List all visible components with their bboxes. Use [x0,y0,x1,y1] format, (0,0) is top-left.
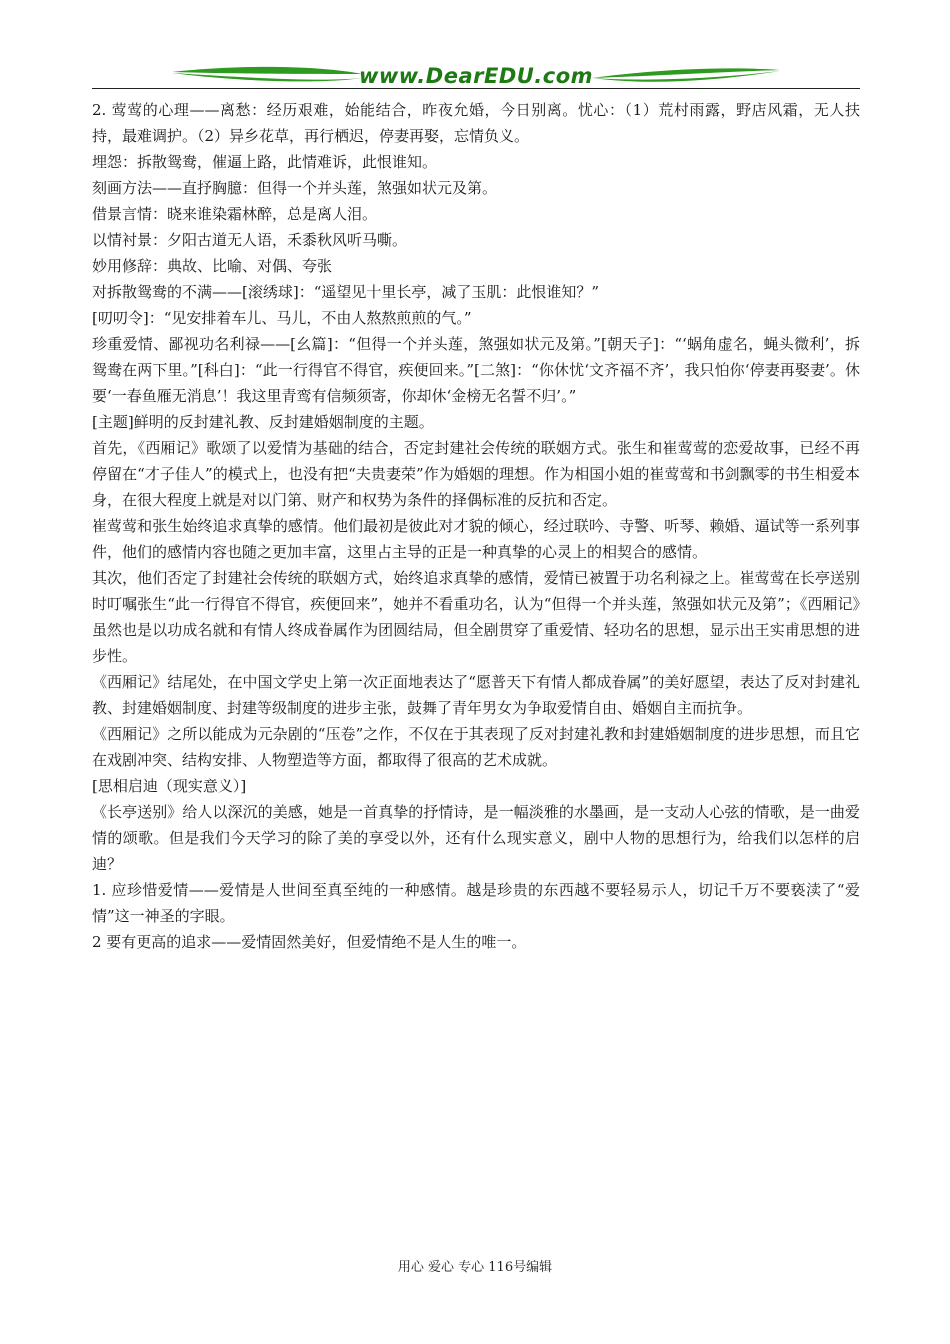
paragraph: [叨叨令]：“见安排着车儿、马儿，不由人熬熬煎煎的气。” [92,309,472,327]
document-body [92,97,860,955]
page-footer: 用心 爱心 专心 116号编辑 [397,1260,553,1275]
paragraph: 1. 应珍惜爱情——爱情是人世间至真至纯的一种感情。越是珍贵的东西越不要轻易示人，切记千万不要亵渎了“爱情”这一神圣的字眼。 [92,881,860,925]
paragraph: 2 要有更高的追求——爱情固然美好，但爱情绝不是人生的唯一。 [92,933,527,951]
site-logo-text: www.DearEDU.com [358,64,594,88]
paragraph: 刻画方法——直抒胸臆：但得一个并头莲，煞强如状元及第。 [92,179,498,197]
paragraph: 珍重爱情、鄙视功名利禄——[幺篇]：“但得一个并头莲，煞强如状元及第。”[朝天子]：“‘蜗角虚名，蝇头微利’，拆鸳鸯在两下里。”[科白]：“此一行得官不得官，疾便回来。”[二煞]：“你休忧‘文齐福不齐’，我只怕你‘停妻再娶妻’。休要‘一春鱼雁无消息’！我这里青鸾有信频须寄，你却休‘金榜无名誓不归’。” [92,335,860,405]
paragraph: 妙用修辞：典故、比喻、对偶、夸张 [92,257,333,275]
paragraph: 首先，《西厢记》歌颂了以爱情为基础的结合，否定封建社会传统的联姻方式。张生和崔莺莺的恋爱故事，已经不再停留在“才子佳人”的模式上，也没有把“夫贵妻荣”作为婚姻的理想。作为相国小姐的崔莺莺和书剑飘零的书生相爱本身，在很大程度上就是对以门第、财产和权势为条件的择偶标准的反抗和否定。 [92,439,860,509]
paragraph: [主题]鲜明的反封建礼教、反封建婚姻制度的主题。 [92,413,434,431]
paragraph: 以情衬景：夕阳古道无人语，禾黍秋风听马嘶。 [92,231,408,249]
paragraph: 埋怨：拆散鸳鸯，催逼上路，此情难诉，此恨谁知。 [92,153,438,171]
site-header-logo [92,60,860,90]
paragraph: 借景言情：晓来谁染霜林醉，总是离人泪。 [92,205,378,223]
paragraph: 《西厢记》之所以能成为元杂剧的“压卷”之作，不仅在于其表现了反对封建礼教和封建婚姻制度的进步思想，而且它在戏剧冲突、结构安排、人物塑造等方面，都取得了很高的艺术成就。 [92,725,860,769]
paragraph: 其次，他们否定了封建社会传统的联姻方式，始终追求真挚的感情，爱情已被置于功名利禄之上。崔莺莺在长亭送别时叮嘱张生“此一行得官不得官，疾便回来”，她并不看重功名，认为“但得一个并头莲，煞强如状元及第”；《西厢记》虽然也是以功成名就和有情人终成眷属作为团圆结局，但全剧贯穿了重爱情、轻功名的思想，显示出王实甫思想的进步性。 [92,569,860,665]
paragraph: 崔莺莺和张生始终追求真挚的感情。他们最初是彼此对才貌的倾心，经过联吟、寺警、听琴、赖婚、逼试等一系列事件，他们的感情内容也随之更加丰富，这里占主导的正是一种真挚的心灵上的相契合的感情。 [92,517,860,561]
paragraph: 对拆散鸳鸯的不满——[滚绣球]：“遥望见十里长亭，减了玉肌：此恨谁知？” [92,283,600,301]
paragraph: [思相启迪（现实意义）] [92,777,247,795]
header-divider [92,88,860,89]
paragraph: 《长亭送别》给人以深沉的美感，她是一首真挚的抒情诗，是一幅淡雅的水墨画，是一支动人心弦的情歌，是一曲爱情的颂歌。但是我们今天学习的除了美的享受以外，还有什么现实意义，剧中人物的思想行为，给我们以怎样的启迪？ [92,803,860,873]
paragraph: 2. 莺莺的心理——离愁：经历艰难，始能结合，昨夜允婚，今日别离。忧心：（1）荒村雨露，野店风霜，无人扶持，最难调护。（2）异乡花草，再行栖迟，停妻再娶，忘情负义。 [92,101,860,145]
paragraph: 《西厢记》结尾处，在中国文学史上第一次正面地表达了“愿普天下有情人都成眷属”的美好愿望，表达了反对封建礼教、封建婚姻制度、封建等级制度的进步主张，鼓舞了青年男女为争取爱情自由、婚姻自主而抗争。 [92,673,860,717]
